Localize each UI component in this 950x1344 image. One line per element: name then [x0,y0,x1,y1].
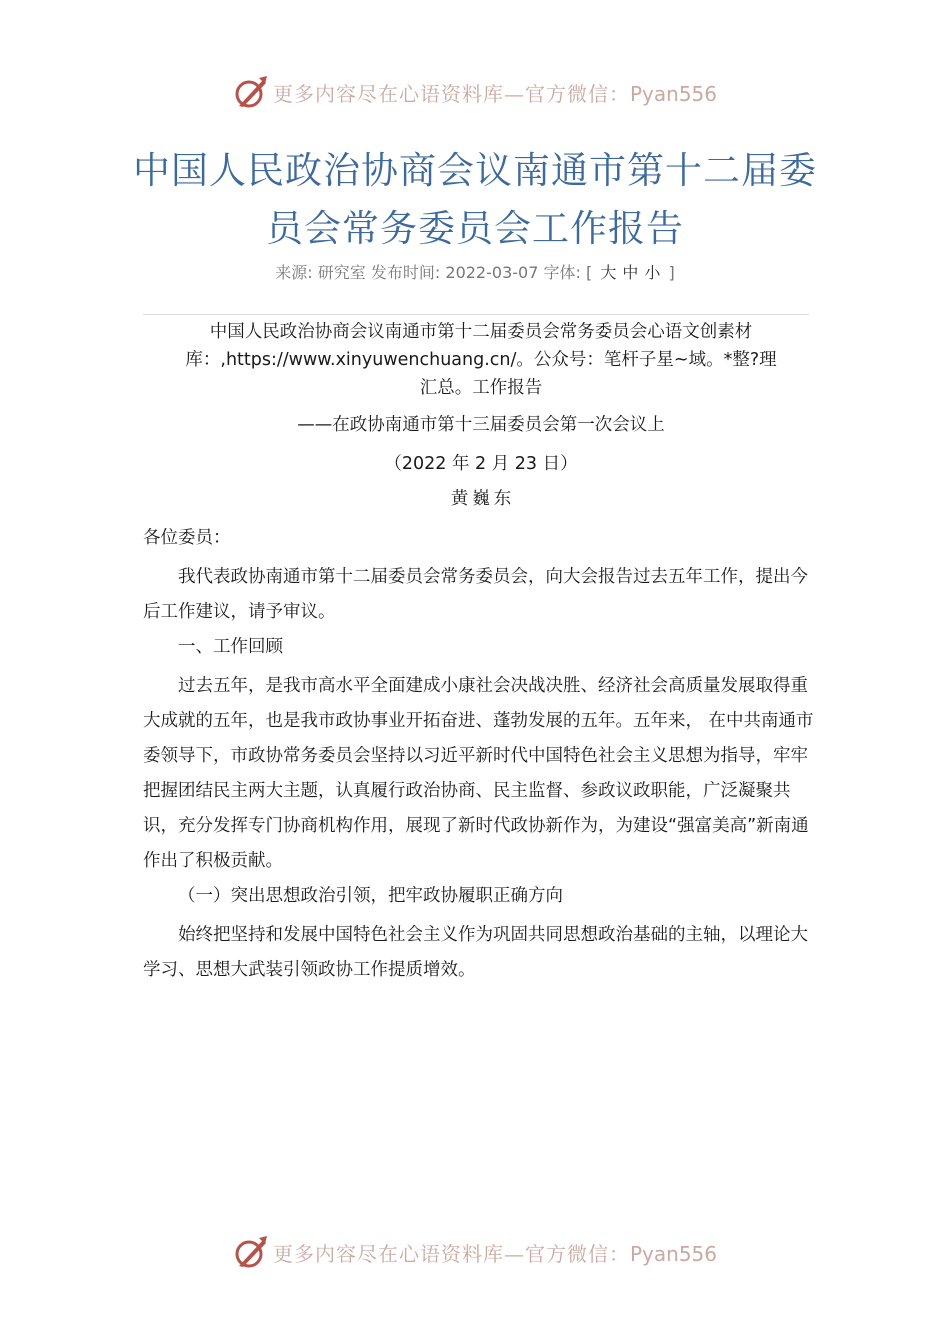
author-name: 黄 巍 东 [450,489,512,509]
wechat-id: Pyan556 [629,1241,717,1266]
watermark-banner-bottom [0,1232,950,1272]
publish-date: 2022-03-07 [445,263,539,282]
source-value: 研究室 [317,263,366,282]
watermark-text: 更多内容尽在心语资料库—官方微信：Pyan556 [272,81,717,106]
meta-divider [143,314,809,315]
report-date: （2022 年 2 月 23 日） [384,454,578,474]
font-bracket-close: ] [668,263,675,282]
report-subtitle: ——在政协南通市第十三届委员会第一次会议上 [297,415,665,435]
report-heading-line-3: 汇总。工作报告 [419,378,543,398]
font-size-small-link[interactable]: 小 [644,263,661,282]
section-heading: 一、工作回顾 [178,637,283,657]
font-size-medium-link[interactable]: 中 [622,263,639,282]
report-heading-line-2: 库：,https://www.xinyuwenchuang.cn/。公众号：笔杆子星~域。*整?理 [185,350,777,370]
body-paragraph: 我代表政协南通市第十二届委员会常务委员会，向大会报告过去五年工作，提出今后工作建议，请予审议。 [143,567,808,622]
watermark-text: 更多内容尽在心语资料库—官方微信：Pyan556 [272,1241,717,1266]
body-paragraph: 过去五年，是我市高水平全面建成小康社会决战决胜、经济社会高质量发展取得重大成就的五年，也是我市政协事业开拓奋进、蓬勃发展的五年。五年来， 在中共南通市委领导下，市政协常务委员会坚持以习近平新时代中国特色社会主义思想为指导，牢牢把握团结民主两大主题，认真履行政治协商、民主监督、参政议政职能，广泛凝聚共识，充分发挥专门协商机构作用，展现了新时代政协新作为，为建设“强富美高”新南通作出了积极贡献。 [143,676,814,871]
font-bracket-open: [ [585,263,593,282]
quill-pen-logo-icon [233,1234,269,1270]
watermark-banner-top [0,72,950,112]
font-size-label: 字体: [543,263,581,282]
font-size-options [597,263,663,282]
source-label: 来源: [275,263,313,282]
quill-pen-logo-icon [233,74,269,110]
article-title [100,142,850,258]
wechat-id: Pyan556 [629,81,717,106]
body-paragraph: 始终把坚持和发展中国特色社会主义作为巩固共同思想政治基础的主轴，以理论大学习、思想大武装引领政协工作提质增效。 [143,925,808,980]
publish-time-label: 发布时间: [370,263,441,282]
font-size-large-link[interactable]: 大 [600,263,617,282]
title-line-2: 员会常务委员会工作报告 [266,207,684,250]
article-meta [0,260,950,283]
report-heading-line-1: 中国人民政治协商会议南通市第十二届委员会常务委员会心语文创素材 [209,322,753,342]
report-heading [143,316,819,408]
subsection-heading: （一）突出思想政治引领，把牢政协履职正确方向 [178,886,563,906]
salutation: 各位委员： [143,528,231,548]
title-line-1: 中国人民政治协商会议南通市第十二届委 [133,149,817,192]
article-body [143,316,819,988]
